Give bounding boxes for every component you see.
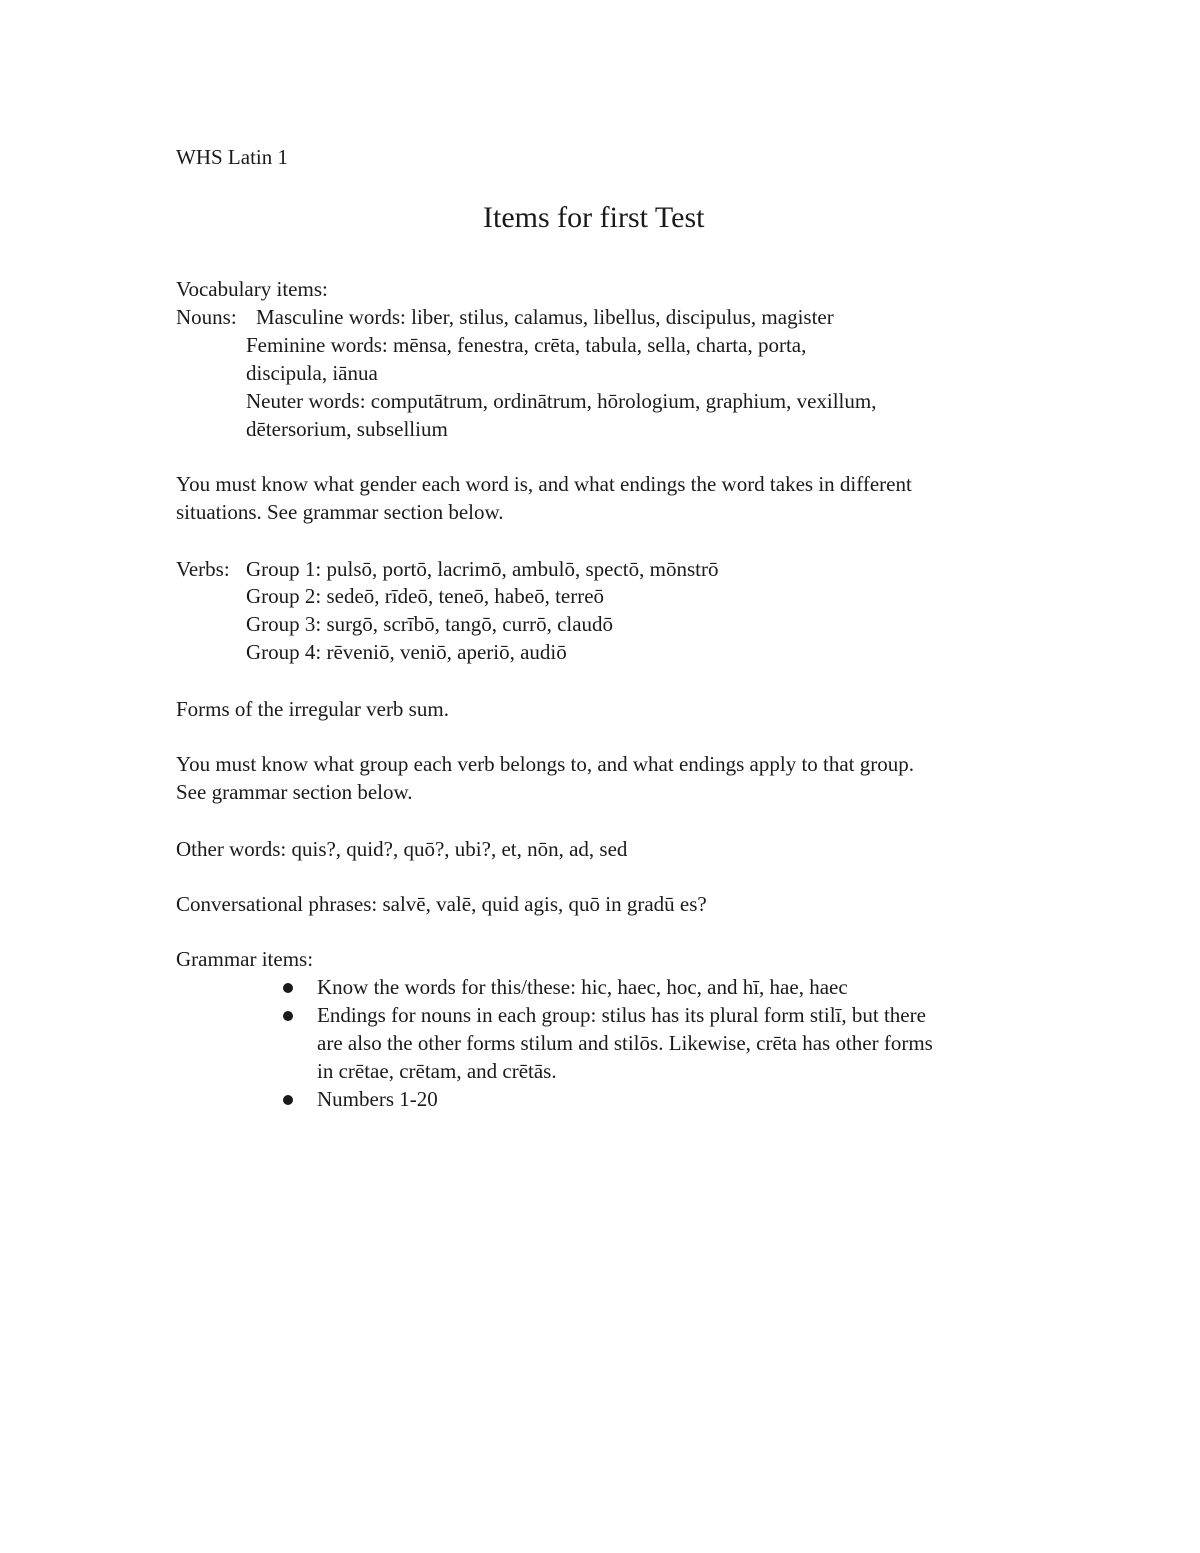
- gender-note-line2: situations. See grammar section below.: [176, 500, 504, 524]
- verb-group-4: Group 4: rēveniō, veniō, aperiō, audiō: [246, 640, 567, 664]
- group-note-line2: See grammar section below.: [176, 780, 413, 804]
- neuter-words-cont: dētersorium, subsellium: [246, 417, 448, 441]
- verb-group-2: Group 2: sedeō, rīdeō, teneō, habeō, terreō: [246, 584, 605, 608]
- grammar-heading: Grammar items:: [176, 947, 314, 971]
- grammar-bullet-3: Numbers 1-20: [317, 1087, 438, 1111]
- feminine-words: Feminine words: mēnsa, fenestra, crēta, tabula, sella, charta, porta,: [246, 333, 807, 357]
- gender-note-line1: You must know what gender each word is, and what endings the word takes in different: [176, 472, 912, 496]
- masculine-words: Masculine words: liber, stilus, calamus, libellus, discipulus, magister: [256, 305, 834, 329]
- neuter-words: Neuter words: computātrum, ordinātrum, hōrologium, graphium, vexillum,: [246, 389, 877, 413]
- sum-note: Forms of the irregular verb sum.: [176, 697, 449, 721]
- grammar-bullet-1: Know the words for this/these: hic, haec, hoc, and hī, hae, haec: [317, 975, 848, 999]
- grammar-bullet-2-cont: are also the other forms stilum and stilōs. Likewise, crēta has other forms: [317, 1031, 933, 1055]
- grammar-bullet-2: Endings for nouns in each group: stilus has its plural form stilī, but there: [317, 1003, 926, 1027]
- page-title: Items for first Test: [483, 201, 705, 234]
- group-note-line1: You must know what group each verb belongs to, and what endings apply to that group.: [176, 752, 915, 776]
- other-words: Other words: quis?, quid?, quō?, ubi?, et, nōn, ad, sed: [176, 837, 628, 861]
- grammar-bullet-2-cont: in crētae, crētam, and crētās.: [317, 1059, 557, 1083]
- feminine-words-cont: discipula, iānua: [246, 361, 378, 385]
- bullet-icon: [283, 1095, 293, 1105]
- bullet-icon: [283, 983, 293, 993]
- verb-group-1: Group 1: pulsō, portō, lacrimō, ambulō, spectō, mōnstrō: [246, 557, 719, 581]
- verb-group-3: Group 3: surgō, scrībō, tangō, currō, claudō: [246, 612, 614, 636]
- verbs-label: Verbs:: [176, 557, 230, 581]
- course-header: WHS Latin 1: [176, 145, 288, 169]
- bullet-icon: [283, 1011, 293, 1021]
- vocab-heading: Vocabulary items:: [176, 277, 328, 301]
- nouns-label: Nouns:: [176, 305, 237, 329]
- conversational-phrases: Conversational phrases: salvē, valē, quid agis, quō in gradū es?: [176, 892, 707, 916]
